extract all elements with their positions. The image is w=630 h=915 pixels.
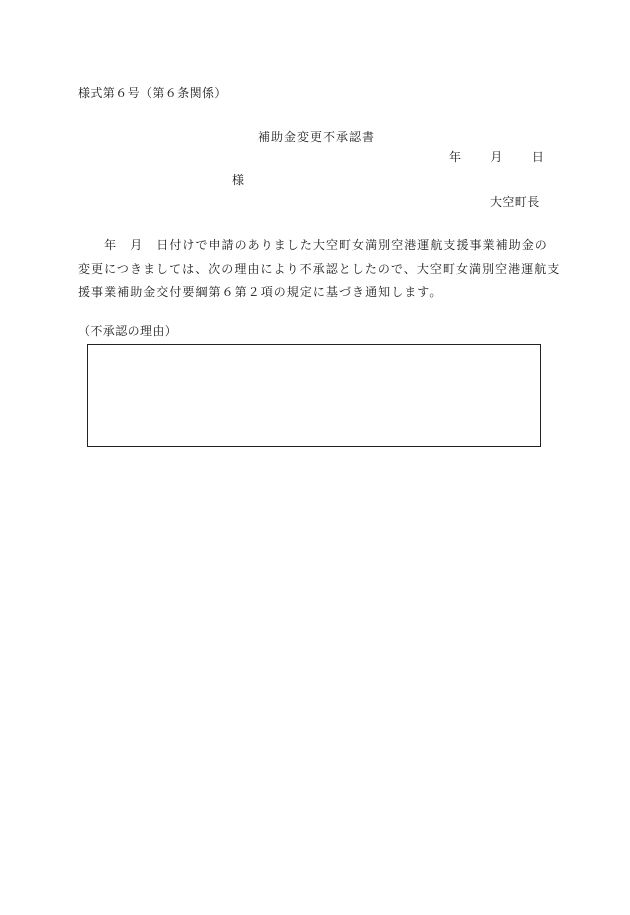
form-number: 様式第６号（第６条関係） — [78, 86, 227, 100]
sender-name: 大空町長 — [490, 195, 540, 209]
body-line-2: 変更につきましては、次の理由により不承認としたので、大空町女満別空港運航支 — [78, 262, 561, 276]
date-day-label: 日 — [531, 150, 545, 164]
addressee-suffix: 様 — [232, 173, 245, 187]
reason-label: （不承認の理由） — [78, 324, 178, 338]
document-title: 補助金変更不承認書 — [258, 130, 376, 144]
date-line — [449, 150, 544, 164]
body-line-1: 年 月 日付けで申請のありました大空町女満別空港運航支援事業補助金の — [78, 238, 548, 252]
reason-text — [88, 345, 540, 357]
reason-box — [87, 344, 541, 447]
body-line-3: 援事業補助金交付要綱第６第２項の規定に基づき通知します。 — [78, 285, 443, 299]
date-year-label: 年 — [449, 150, 462, 164]
date-month-label: 月 — [490, 150, 503, 164]
